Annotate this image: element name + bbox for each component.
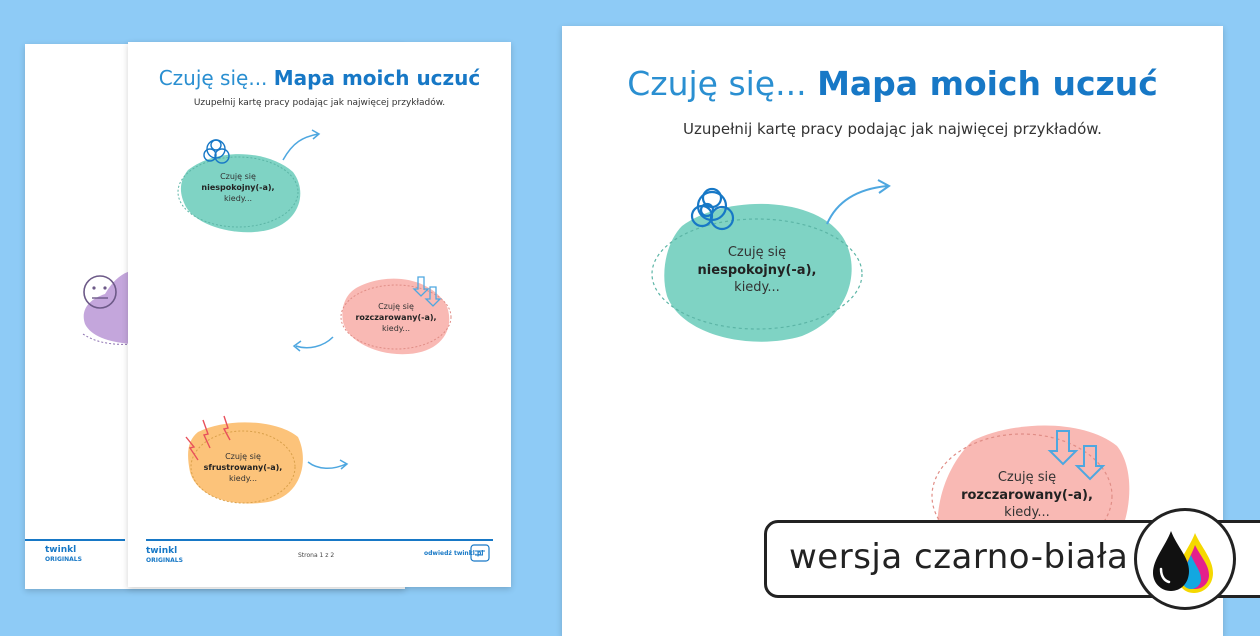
zoomed-subtitle: Uzupełnij kartę pracy podając jak najwięcej przykładów.	[683, 120, 1102, 138]
zoomed-title: Czuję się... Mapa moich uczuć	[627, 64, 1158, 103]
worksheet-page-small	[128, 42, 511, 587]
website-link: odwiedź twinkl.pl	[424, 550, 484, 557]
emotion-text-anxious: Czuję się niespokojny(-a), kiedy...	[201, 172, 275, 203]
arrow-right-icon	[283, 130, 319, 160]
ink-drops-badge	[1134, 508, 1236, 610]
twinkl-logo: twinkl ORIGINALS	[45, 545, 82, 564]
zoomed-emotion-text-anxious: Czuję się niespokojny(-a), kiedy...	[697, 245, 817, 296]
emotion-graphics	[128, 42, 511, 587]
emotion-text-disappointed: Czuję się rozczarowany(-a), kiedy...	[355, 302, 437, 333]
arrow-left-icon	[294, 337, 333, 351]
emotion-text-frustrated: Czuję się sfrustrowany(-a), kiedy...	[203, 452, 283, 483]
version-label-text: wersja czarno-biała	[789, 537, 1129, 577]
page-number: Strona 1 z 2	[298, 552, 335, 559]
arrow-right-icon	[827, 180, 889, 224]
page-subtitle: Uzupełnij kartę pracy podając jak najwięcej przykładów.	[193, 98, 446, 108]
arrow-right-icon	[308, 460, 347, 469]
ink-drops-icon	[1137, 511, 1233, 607]
zoomed-emotion-text-disappointed: Czuję się rozczarowany(-a), kiedy...	[961, 470, 1093, 521]
twinkl-logo: twinkl ORIGINALS	[146, 546, 183, 565]
badge-icon	[470, 544, 490, 562]
page-title: Czuję się... Mapa moich uczuć	[158, 66, 481, 90]
